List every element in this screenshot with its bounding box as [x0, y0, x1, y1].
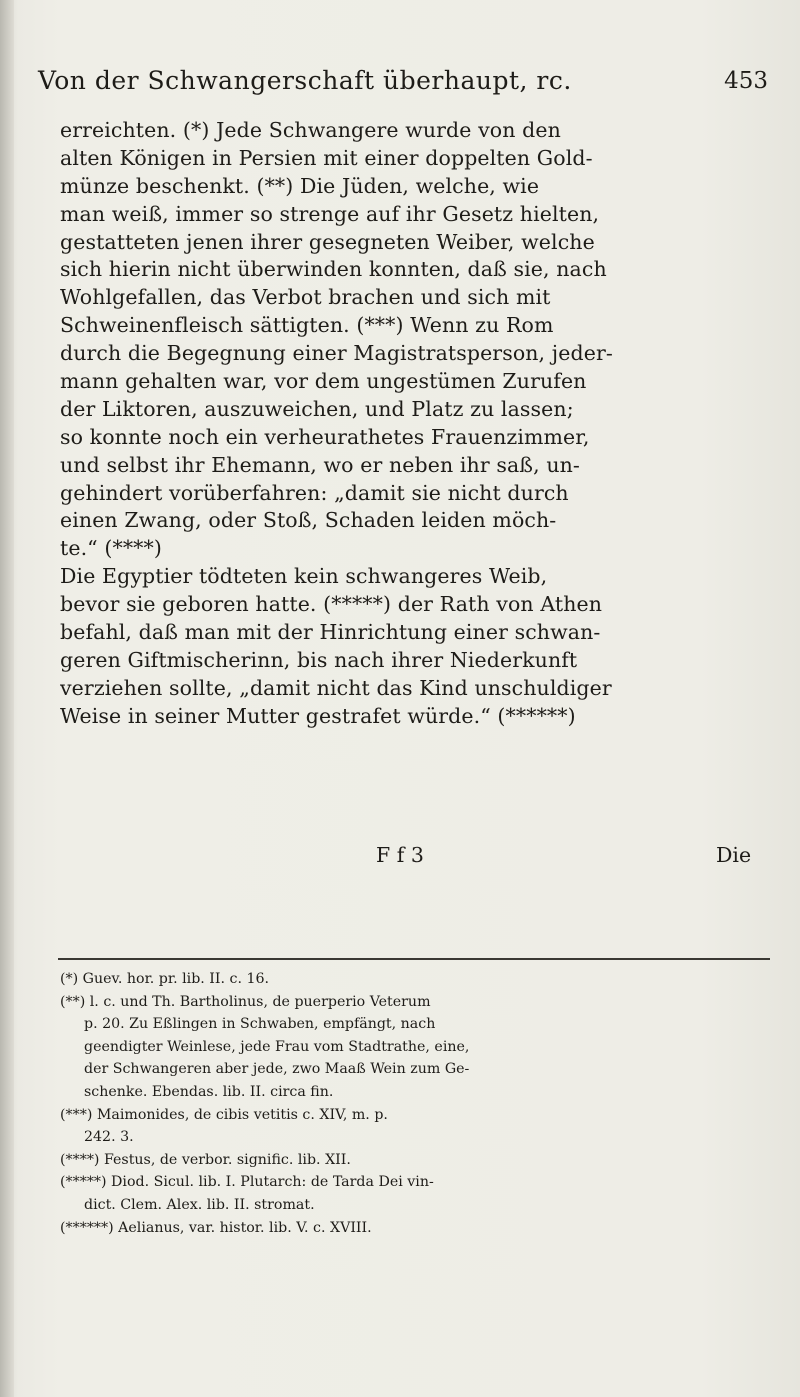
- text-line: te.“ (****): [60, 536, 162, 561]
- page-number: 453: [724, 68, 768, 94]
- catchline: [0, 843, 800, 871]
- text-line: gestatteten jenen ihrer gesegneten Weiber, welche: [60, 229, 595, 254]
- footnote-line: schenke. Ebendas. lib. II. circa fin.: [84, 1083, 334, 1100]
- main-text: [60, 117, 770, 731]
- text-line: so konnte noch ein verheurathetes Frauenzimmer,: [60, 424, 590, 449]
- text-line: einen Zwang, oder Stoß, Schaden leiden möch-: [60, 508, 557, 533]
- footnote-line: (**) l. c. und Th. Bartholinus, de puerperio Veterum: [60, 993, 431, 1010]
- text-line: Wohlgefallen, das Verbot brachen und sich mit: [60, 285, 551, 310]
- text-line: geren Giftmischerinn, bis nach ihrer Niederkunft: [60, 647, 578, 672]
- footnote-line: (******) Aelianus, var. histor. lib. V. c. XVIII.: [60, 1219, 372, 1236]
- page-gutter-shadow: [0, 0, 14, 1397]
- text-line: verziehen sollte, „damit nicht das Kind unschuldiger: [60, 675, 612, 700]
- footnote-line: 242. 3.: [84, 1129, 134, 1146]
- text-line: Weise in seiner Mutter gestrafet würde.“ (******): [60, 703, 576, 728]
- printer-signature: F f 3: [376, 843, 424, 867]
- running-head: Von der Schwangerschaft überhaupt, rc.: [38, 66, 572, 95]
- footnote-line: der Schwangeren aber jede, zwo Maaß Wein zum Ge-: [84, 1061, 470, 1078]
- footnote-line: dict. Clem. Alex. lib. II. stromat.: [84, 1196, 315, 1213]
- text-line: und selbst ihr Ehemann, wo er neben ihr saß, un-: [60, 452, 580, 477]
- footnote-line: p. 20. Zu Eßlingen in Schwaben, empfängt, nach: [84, 1016, 436, 1033]
- text-line: erreichten. (*) Jede Schwangere wurde von den: [60, 118, 561, 142]
- text-line: sich hierin nicht überwinden konnten, daß sie, nach: [60, 257, 607, 282]
- text-line: bevor sie geboren hatte. (*****) der Rath von Athen: [60, 592, 603, 617]
- text-line: gehindert vorüberfahren: „damit sie nicht durch: [60, 480, 569, 505]
- footnote-rule: [58, 958, 770, 960]
- page-header: [38, 66, 768, 106]
- text-line: Die Egyptier tödteten kein schwangeres Weib,: [60, 564, 548, 589]
- text-line: durch die Begegnung einer Magistratsperson, jeder-: [60, 341, 613, 366]
- text-line: befahl, daß man mit der Hinrichtung einer schwan-: [60, 620, 601, 645]
- footnote-line: (***) Maimonides, de cibis vetitis c. XIV, m. p.: [60, 1106, 388, 1123]
- footnotes: [60, 968, 772, 1239]
- footnote-line: (****) Festus, de verbor. signific. lib. XII.: [60, 1151, 351, 1168]
- text-line: der Liktoren, auszuweichen, und Platz zu lassen;: [60, 396, 574, 421]
- footnote-line: (*****) Diod. Sicul. lib. I. Plutarch: de Tarda Dei vin-: [60, 1174, 434, 1191]
- text-line: alten Königen in Persien mit einer doppelten Gold-: [60, 145, 593, 170]
- footnote-line: (*) Guev. hor. pr. lib. II. c. 16.: [60, 971, 270, 987]
- footnote-line: geendigter Weinlese, jede Frau vom Stadtrathe, eine,: [84, 1038, 470, 1055]
- text-line: man weiß, immer so strenge auf ihr Gesetz hielten,: [60, 201, 600, 226]
- text-line: münze beschenkt. (**) Die Jüden, welche, wie: [60, 173, 540, 198]
- text-line: Schweinenfleisch sättigten. (***) Wenn zu Rom: [60, 313, 554, 338]
- catchword: Die: [716, 843, 752, 867]
- text-line: mann gehalten war, vor dem ungestümen Zurufen: [60, 369, 587, 394]
